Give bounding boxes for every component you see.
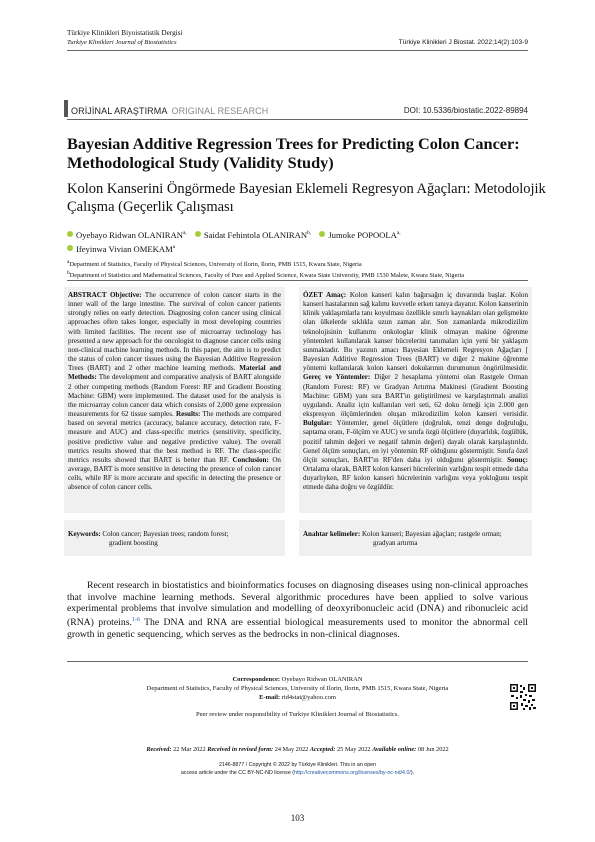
journal-citation: Türkiye Klinikleri J Biostat. 2022;14(2):103-9	[398, 39, 528, 46]
header-divider	[67, 50, 528, 51]
article-type	[71, 106, 268, 116]
author-list	[67, 227, 537, 256]
abstract-turkish: ÖZET Amaç: Kolon kanseri kalın bağırsağın iç duvarında başlar. Kolon kanseri hastalarının sağ kalımı kuvvetle erken tanıya dayanır. Kolon kanserinin klinik yaklaşımlarla tanı koyulması özellikle sınırlı kaynakları olan gelişmekte olan ülkelerde sıklıkla uzun zaman alır. Son zamanlarda mikrodizilim teknolojisinin kullanımı onkologlar klinik olmayan makine öğrenme yöntemleri kullanılarak kanser hücrelerini tanımaları için yeni bir yaklaşım sunmaktadır. Bu yazının amacı Bayesian Eklemeli Regresyon Ağaçları [ Bayesian Additive Regression Trees (BART) ve diğer 2 makine öğrenme yöntemi kullanılarak kolon kanseri dokularının durumunun öngörülmesidir. Gereç ve Yöntemler: Diğer 2 hesaplama yöntemi olan Rastgele Orman (Random Forest: RF) ve Gradyan Artırma Makinesi (Gradient Boosting Machine: GBM) yanı sıra BART'ın geliştirilmesi ve karşılaştırmalı analizi uygulandı. Analiz için kullanılan veri seti, 62 doku örneği için 2.000 gen ekspresyon ölçümlerinden oluşan mikrodizilim kolon kanseri verisidir. Bulgular: Yöntemler, genel ölçütlere (doğruluk, tenzi denge doğruluğu, saptama oranı, F-ölçüm ve AUC) ve sınıfa özgü ölçütlere (duyarlılık, özgüllük, pozitif tahmin değeri ve negatif tahmin değeri) dayalı olarak karşılaştırıldı. Genel ölçüm sonuçları, en iyi yöntemin RF olduğunu göstermiştir. Sınıfa özel ölçüt sonuçları, BART'ın RF'den daha iyi olduğunu göstermiştir. Sonuç: Ortalama olarak, BART kolon kanseri hücrelerinin varlığını tespit etmede daha duyarlıyken, RF kolon kanseri hücrelerinin varlığını veya yokluğunu tespit etmede daha doğru ve özgüldür.	[303, 291, 529, 492]
orcid-icon[interactable]	[67, 231, 73, 237]
page-number: 103	[290, 813, 305, 823]
affiliation: $^b$Department of Statistics and Mathematical Sciences, Faculty of Pure and Applied Science, Kwara State University, PMB 1530 Malete, Kwara State, Nigeria	[67, 270, 465, 280]
body-paragraph: Recent research in biostatistics and bioinformatics focuses on diagnosing diseases using non-clinical approaches that involve machine learning methods. Several algorithmic procedures have been applied to solve various experimental problems that involve simulation and modelling of deoxyribonucleic acid (DNA) and ribonucleic acid (RNA) proteins.$^{1-6}$ The DNA and RNA are essential biological measurements used to monitor the abnormal cell growth in genetic sequencing, which serves as the bedrocks in non-clinical diagnoses.	[67, 580, 528, 640]
orcid-icon[interactable]	[67, 245, 73, 251]
article-dates: Received: 22 Mar 2022 Received in revised form: 24 May 2022 Accepted: 25 May 2022 Available online: 08 Jun 2022	[146, 746, 449, 753]
author[interactable]: Ifeyinwa Vivian OMEKAM$^a$	[67, 244, 175, 254]
citation-link[interactable]: 1-6	[131, 617, 140, 624]
journal-name: Türkiye Klinikleri Biyoistatistik Dergisi	[67, 29, 183, 37]
doi[interactable]: DOI: 10.5336/biostatic.2022-89894	[403, 106, 528, 115]
affiliation-divider	[67, 280, 528, 281]
license-link[interactable]: http://creativecommons.org/licenses/by-nc-nd/4.0/	[294, 769, 411, 776]
peer-review-note: Peer review under responsibility of Turkiye Klinikleri Journal of Biostatistics.	[196, 710, 399, 718]
article-type-tr: ORİJİNAL ARAŞTIRMA	[71, 106, 168, 116]
article-type-marker	[64, 100, 68, 117]
license-note: 2146-8877 / Copyright © 2022 by Türkiye Klinikleri. This in an open access article under the CC BY-NC-ND license (http://creativecommons.org/licenses/by-nc-nd/4.0/).	[180, 762, 415, 776]
footer-divider	[67, 661, 528, 662]
email-link[interactable]: rid4stat@yahoo.com	[281, 693, 336, 701]
title-english: Bayesian Additive Regression Trees for Predicting Colon Cancer: Methodological Study (Validity Study)	[67, 134, 520, 172]
abstract-english: ABSTRACT Objective: The occurrence of colon cancer starts in the inner wall of the large intestine. The survival of colon cancer patients strongly relies on early detection. Diagnosing colon cancer using clinical approaches often takes longer, especially in most developing countries with limited facilities. The recent use of microarray technology has presented a new approach for the oncologist to diagnose cancer cells using non-clinical machine learning methods. In this paper, the aim is to predict the status of colon cancer tissues using the Bayesian Additive Regression Trees (BART) and 2 other machine learning methods. Material and Methods: The development and comparative analysis of BART alongside 2 other competing methods (Random Forest: RF and Gradient Boosting Machine: GBM) were implemented. The dataset used for the analysis is the microarray colon cancer data which consists of 2,000 gene expression measurements for 62 tissue samples. Results: The methods are compared based on several metrics (accuracy, balance accuracy, detection rate, F-measure and AUC) and class-specific metrics (sensitivity, specificity, positive predictive value and negative predictive value). The overall metrics results showed that the best method is RF. The class-specific metrics results showed that BART is better than RF. Conclusion: On average, BART is more sensitive in detecting the presence of colon cancer cells, while RF is more accurate and specific in detecting the presence or absence of colon cancer cells.	[68, 291, 281, 492]
author[interactable]: Oyebayo Ridwan $OLANIRAN^{a,}$	[67, 230, 187, 240]
title-turkish: Kolon Kanserini Öngörmede Bayesian Eklemeli Regresyon Ağaçları: Metodolojik Çalışma (Geçerlik Çalışması	[67, 181, 546, 215]
article-type-en: ORIGINAL RESEARCH	[171, 106, 269, 116]
author[interactable]: Jumoke $POPOOLA^{a,}$	[319, 230, 400, 240]
journal-name-english: Turkiye Klinikleri Journal of Biostatistics	[67, 39, 177, 46]
qr-code-icon	[509, 683, 537, 711]
orcid-icon[interactable]	[195, 231, 201, 237]
author[interactable]: Saidat Fehintola $OLANIRAN^{b,}$	[195, 230, 311, 240]
keywords-turkish: Anahtar kelimeler: Kolon kanseri; Bayesian ağaçları; rastgele orman; gradyan artırma	[303, 530, 502, 548]
type-divider	[67, 119, 528, 120]
orcid-icon[interactable]	[319, 231, 325, 237]
correspondence: Correspondence: Oyebayo Ridwan OLANIRAN Department of Statistics, Faculty of Physical Sciences, University of Ilorin, Ilorin, PMB 1515, Kwara State, Nigeria E-mail: rid4stat@yahoo.com Peer review under responsibility of Turkiye Klinikleri Journal of Biostatistics.	[67, 676, 528, 720]
affiliation: $^a$Department of Statistics, Faculty of Physical Sciences, University of Ilorin, Ilorin, PMB 1515, Kwara State, Nigeria	[67, 259, 362, 269]
keywords-english: Keywords: Colon cancer; Bayesian trees; random forest; gradient boosting	[68, 530, 229, 548]
affiliations	[67, 258, 537, 281]
